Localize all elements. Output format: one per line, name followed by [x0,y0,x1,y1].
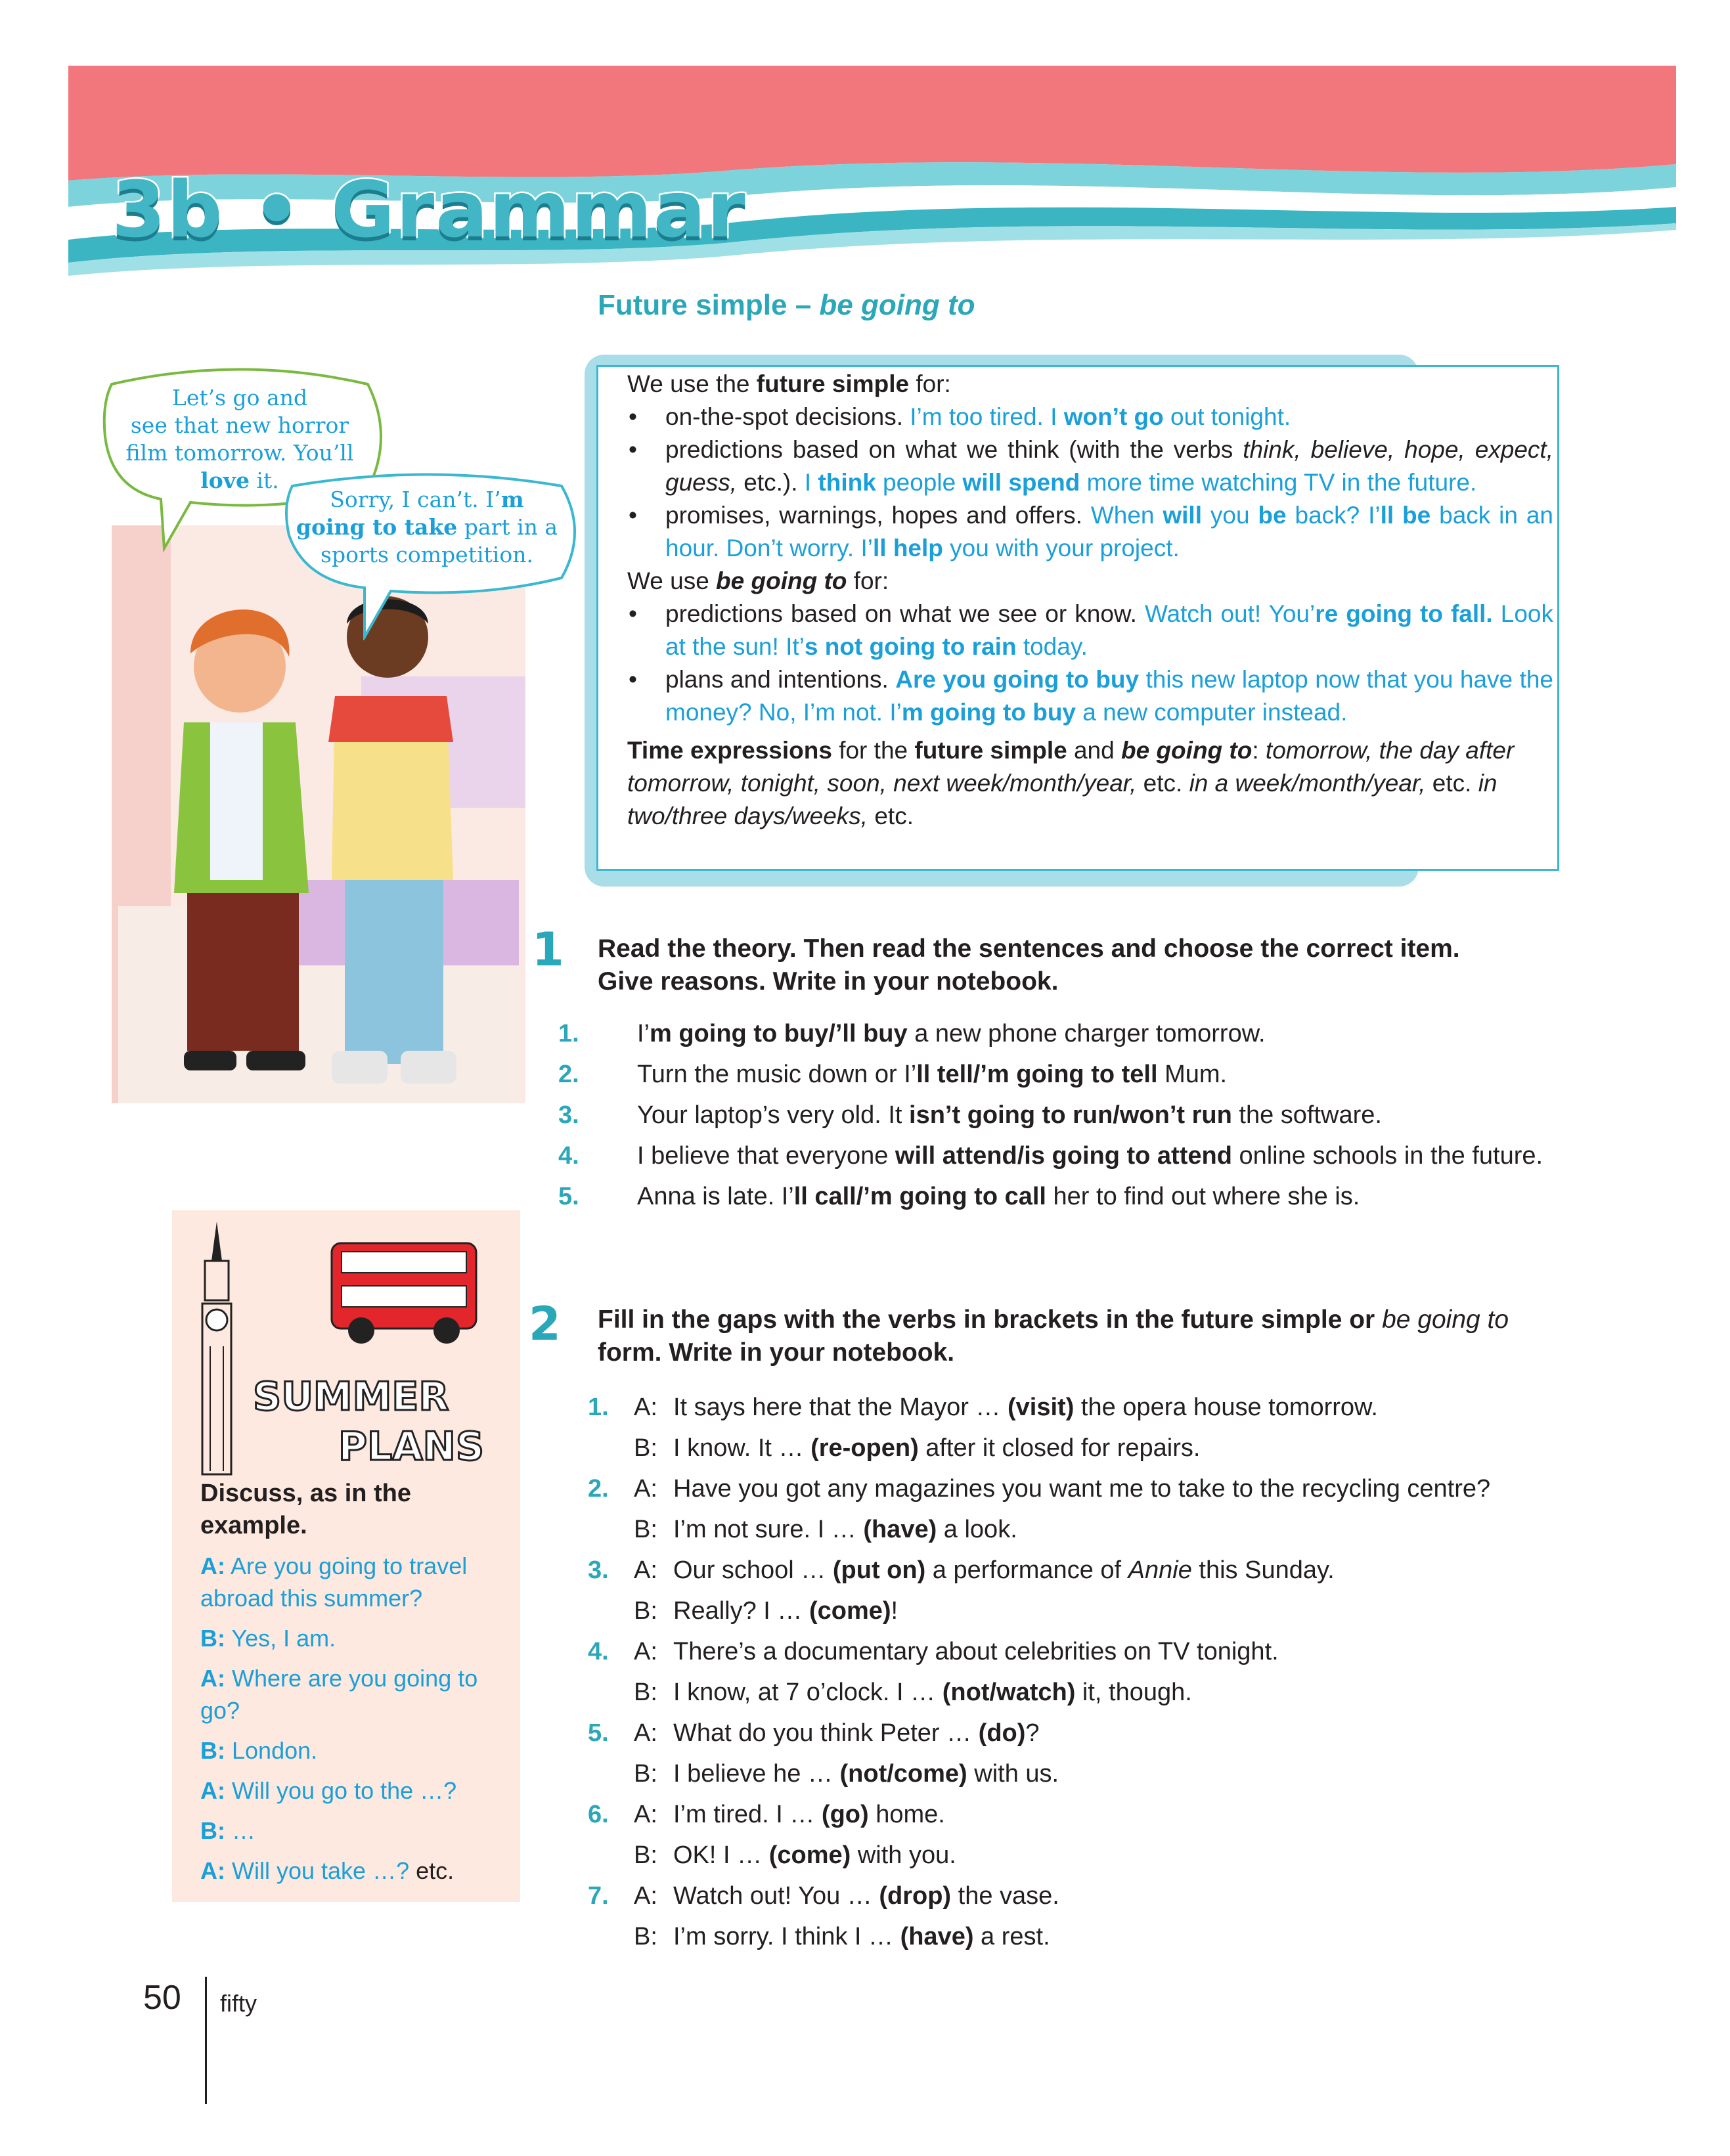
theory-text: We use the future simple for: • on-the-spot decisions. I’m too tired. I won’t go out tonight. • predictions based on what we think (with the verbs think, believe, hope, expect, guess, etc.). I think people will spend more time watching TV in the future. • promises, warnings, hopes and offers. When will you be back? I’ll be back in an hour. Don’t worry. I’ll help you with your project. We use be going to for: • predictions based on what we see or know. Watch out! You’re going to fall. Look at the sun! It’s not going to rain today. • plans and intentions. Are you going to buy this new laptop now that you have the money? No, I’m not. I’m going to buy a new computer instead. Time expressions for the future simple and be going to: tomorrow, the day after tomorrow, tonight, soon, next week/month/year, etc. in a week/month/year, etc. in two/three days/weeks, etc. [627,368,1553,833]
exercise-1-item: 4. I believe that everyone will attend/is going to attend online schools in the future. [558,1142,1543,1170]
exercise-2-instructions: Fill in the gaps with the verbs in brackets in the future simple or be going to form. Write in your notebook. [598,1306,1509,1367]
dialogue-line: 2. A: Have you got any magazines you want me to take to the recycling centre? [588,1475,1491,1503]
theory-heading: Future simple – be going to [598,289,975,321]
dialogue-line: 1. A: It says here that the Mayor … (visit) the opera house tomorrow. [588,1394,1378,1421]
exercise-1-item: 2. Turn the music down or I’ll tell/’m going to tell Mum. [558,1061,1228,1088]
exercise-1-number: 1 [532,923,564,977]
dialogue-line: B: I’m sorry. I think I … (have) a rest. [634,1923,1050,1950]
dialogue-line: 7. A: Watch out! You … (drop) the vase. [588,1882,1059,1910]
dialogue-line: B: I know. It … (re-open) after it closed for repairs. [634,1434,1201,1462]
summer-title-1: SUMMER [253,1374,449,1420]
time-expressions: Time expressions for the future simple and be going to: tomorrow, the day after tomorrow, tonight, soon, next week/month/year, etc. in a week/month/year, etc. in two/three days/weeks, etc. [627,737,1515,829]
right-bubble-text: Sorry, I can’t. I’m going to take part in a sports competition. [296,487,558,567]
dialogue-line: 6. A: I’m tired. I … (go) home. [588,1801,945,1828]
theory-bullet: • promises, warnings, hopes and offers. When will you be back? I’ll be back in an hour. Don’t worry. I’ll help you with your project. [627,499,1553,565]
theory-bullet: • plans and intentions. Are you going to buy this new laptop now that you have the money? No, I’m not. I’m going to buy a new computer instead. [627,663,1553,729]
big-ben-icon [190,1221,243,1478]
footer-divider [205,1977,207,2104]
page-number: 50 [143,1979,181,2017]
dialogue-line: B: I’m not sure. I … (have) a look. [634,1516,1017,1543]
exercise-1-item: 5. Anna is late. I’ll call/’m going to call her to find out where she is. [558,1183,1360,1210]
summer-plans-dialogue: Discuss, as in the example. A: Are you going to travel abroad this summer? B: Yes, I am. A: Where are you going to go? B: London. A: Will you go to the …? B: … A: Will you take …? etc. [200,1480,478,1884]
exercise-1-item: 1. I’m going to buy/’ll buy a new phone charger tomorrow. [558,1020,1266,1047]
exercise-2-dialogues [588,1390,1557,1960]
theory-bullet: • predictions based on what we think (with the verbs think, believe, hope, expect, guess, etc.). I think people will spend more time watching TV in the future. [627,433,1553,499]
exercise-1-items [558,1017,1557,1220]
dialogue-line: 4. A: There’s a documentary about celebrities on TV tonight. [588,1638,1279,1665]
summer-title-2: PLANS [338,1424,485,1470]
left-bubble-text: Let’s go and see that new horror film tomorrow. You’ll love it. [125,385,354,493]
exercise-1-item: 3. Your laptop’s very old. It isn’t going to run/won’t run the software. [558,1101,1382,1129]
dialogue-line: 3. A: Our school … (put on) a performance of Annie this Sunday. [588,1556,1335,1584]
exercise-2-number: 2 [529,1297,561,1351]
dialogue-line: B: I believe he … (not/come) with us. [634,1760,1059,1788]
dialogue-line: 5. A: What do you think Peter … (do)? [588,1719,1040,1747]
red-bus-icon [325,1233,483,1348]
dialogue-line: B: I know, at 7 o’clock. I … (not/watch) it, though. [634,1679,1192,1706]
exercise-1-instructions: Read the theory. Then read the sentences and choose the correct item. Give reasons. Write in your notebook. [598,935,1460,996]
dialogue-line: B: Really? I … (come)! [634,1597,898,1625]
page-title: 3b • Grammar [112,164,747,255]
dialogue-line: B: OK! I … (come) with you. [634,1841,956,1869]
theory-bullet: • on-the-spot decisions. I’m too tired. I won’t go out tonight. [627,401,1553,433]
theory-bullet: • predictions based on what we see or know. Watch out! You’re going to fall. Look at the sun! It’s not going to rain today. [627,598,1553,663]
page-number-word: fifty [220,1990,257,2017]
